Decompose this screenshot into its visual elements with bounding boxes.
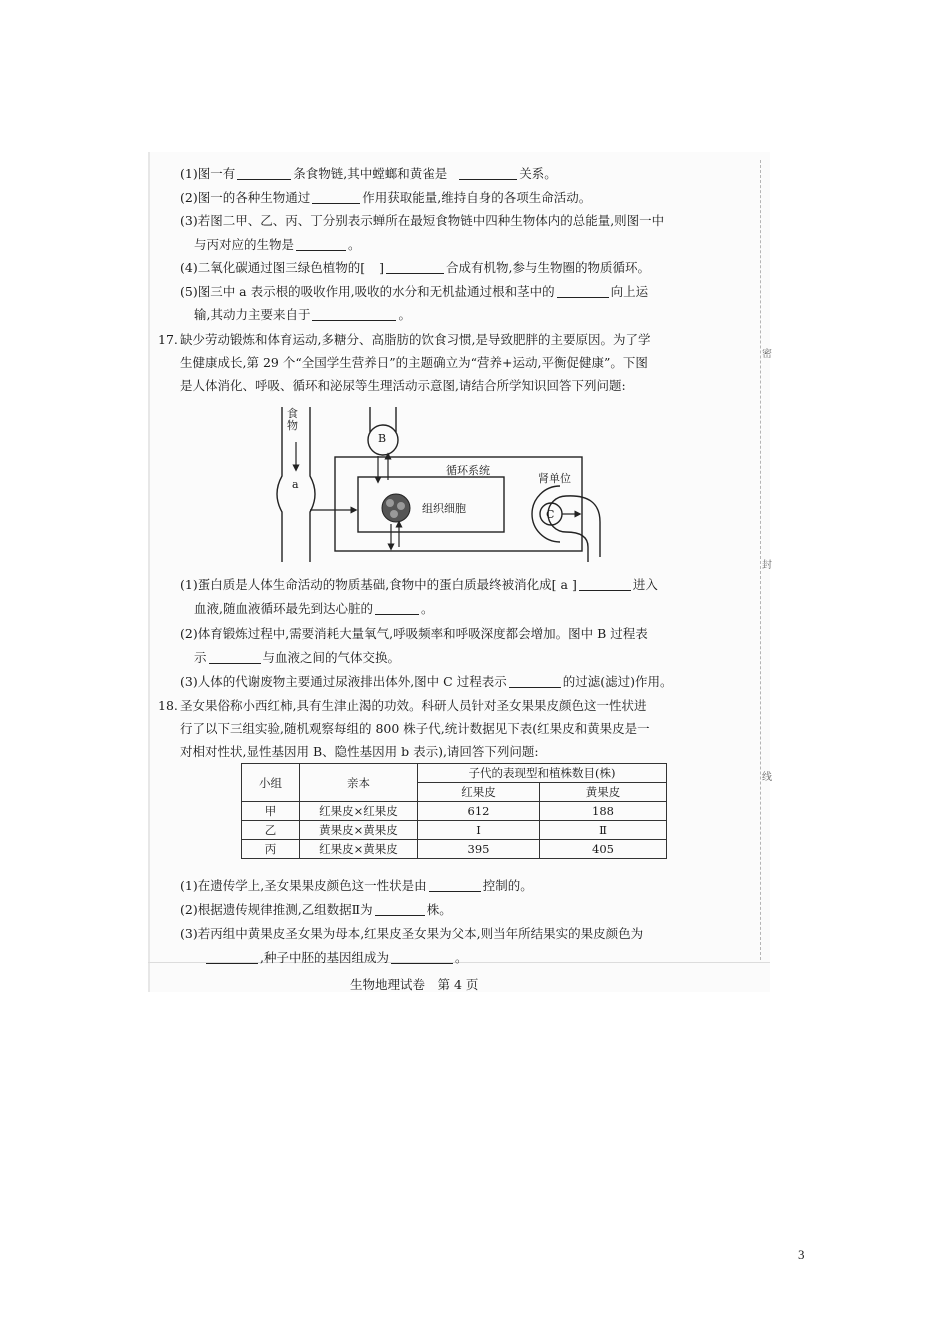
cell-red: 395	[418, 840, 540, 859]
text: 株。	[426, 902, 452, 917]
text: 血液,随血液循环最先到达心脏的	[194, 601, 373, 616]
q18-number: 18.	[158, 698, 178, 713]
circulation-label: 循环系统	[446, 464, 490, 477]
q16-sub3	[180, 213, 664, 229]
answer-blank[interactable]	[206, 951, 258, 964]
side-mark-seal: 密	[762, 349, 772, 360]
tissue-label: 组织细胞	[422, 502, 466, 515]
q16-sub1	[180, 166, 557, 182]
q18-stem-1: 圣女果俗称小西红柿,具有生津止渴的功效。科研人员针对圣女果果皮颜色这一性状进	[180, 698, 647, 713]
side-mark-line: 线	[762, 772, 772, 783]
physiology-diagram	[270, 402, 630, 570]
food-label: 食物	[287, 407, 298, 432]
header-group: 小组	[242, 764, 300, 802]
answer-blank[interactable]	[375, 602, 419, 615]
text: 关系。	[519, 166, 557, 181]
text: 条食物链,其中螳螂和黄雀是	[293, 166, 448, 181]
answer-blank[interactable]	[209, 651, 261, 664]
answer-blank[interactable]	[312, 191, 360, 204]
text: (5)图三中 a 表示根的吸收作用,吸收的水分和无机盐通过根和茎中的	[180, 284, 555, 299]
text: 。	[420, 601, 434, 616]
text: (1)在遗传学上,圣女果果皮颜色这一性状是由	[180, 878, 427, 893]
scanned-page	[148, 152, 770, 992]
text: 的过滤(滤过)作用。	[562, 674, 673, 689]
text: (2)根据遗传规律推测,乙组数据Ⅱ为	[180, 902, 373, 917]
cell-parent: 黄果皮×黄果皮	[300, 821, 418, 840]
kidney-label: 肾单位	[538, 472, 571, 485]
q18-stem-2: 行了以下三组实验,随机观察每组的 800 株子代,统计数据见下表(红果皮和黄果皮是一	[180, 721, 650, 736]
cell-parent: 红果皮×黄果皮	[300, 840, 418, 859]
q17-sub3	[180, 674, 672, 690]
text: 合成有机物,参与生物圈的物质循环。	[445, 260, 650, 275]
text: 输,其动力主要来自于	[194, 307, 311, 322]
q18-sub3-cont	[194, 950, 468, 966]
side-mark-seal: 封	[762, 560, 772, 571]
table-row	[242, 802, 667, 821]
diagram-drawing	[270, 402, 630, 570]
q17-sub2-cont	[194, 650, 400, 666]
gut-left-wall	[277, 407, 282, 562]
text: (4)二氧化碳通过图三绿色植物的[	[180, 260, 366, 275]
table-row	[242, 840, 667, 859]
label-c: C	[546, 508, 555, 521]
q16-sub2	[180, 190, 591, 206]
tubule-2	[566, 532, 588, 562]
q16-sub5-cont	[194, 307, 411, 323]
q17-sub1	[180, 577, 658, 593]
text: (3)若丙组中黄果皮圣女果为母本,红果皮圣女果为父本,则当年所结果实的果皮颜色为	[180, 926, 644, 941]
q17-number: 17.	[158, 332, 178, 347]
answer-blank[interactable]	[429, 879, 481, 892]
header-red: 红果皮	[418, 783, 540, 802]
text: (2)体育锻炼过程中,需要消耗大量氧气,呼吸频率和呼吸深度都会增加。图中 B 过程表	[180, 626, 648, 641]
answer-blank[interactable]	[509, 675, 561, 688]
q18-stem-3: 对相对性状,显性基因用 B、隐性基因用 b 表示),请回答下列问题:	[180, 744, 539, 759]
q16-sub5	[180, 284, 648, 300]
text: 示	[194, 650, 207, 665]
scan-edge	[148, 152, 150, 992]
table-header-row	[242, 764, 667, 783]
text: 进入	[632, 577, 658, 592]
q17-sub2	[180, 626, 648, 642]
cell-yellow: 405	[540, 840, 667, 859]
answer-blank[interactable]	[296, 238, 346, 251]
q16-sub4	[180, 260, 650, 276]
text: 作用获取能量,维持自身的各项生命活动。	[362, 190, 592, 205]
cell-red: 612	[418, 802, 540, 821]
text: (3)人体的代谢废物主要通过尿液排出体外,图中 C 过程表示	[180, 674, 507, 689]
genetics-table	[241, 763, 667, 859]
answer-blank[interactable]	[237, 167, 291, 180]
text: (2)图一的各种生物通过	[180, 190, 311, 205]
answer-blank[interactable]	[579, 578, 631, 591]
cell-red: Ⅰ	[418, 821, 540, 840]
answer-blank[interactable]	[386, 261, 444, 274]
text: 。	[454, 950, 468, 965]
text: (1)蛋白质是人体生命活动的物质基础,食物中的蛋白质最终被消化成[ a ]	[180, 577, 577, 592]
tissue-cell-cluster	[382, 494, 410, 522]
q16-sub3-cont	[194, 237, 361, 253]
binding-line	[760, 160, 761, 960]
text: 向上运	[610, 284, 649, 299]
page-footer: 生物地理试卷 第 4 页	[350, 977, 479, 992]
cell-yellow: Ⅱ	[540, 821, 667, 840]
gut-right-wall	[310, 407, 315, 562]
cell-group: 丙	[242, 840, 300, 859]
text: 与丙对应的生物是	[194, 237, 295, 252]
answer-blank[interactable]	[312, 308, 396, 321]
cell-group: 甲	[242, 802, 300, 821]
q17-stem-1: 缺少劳动锻炼和体育运动,多糖分、高脂肪的饮食习惯,是导致肥胖的主要原因。为了学	[180, 332, 651, 347]
q18-sub3	[180, 926, 643, 942]
answer-blank[interactable]	[459, 167, 517, 180]
answer-blank[interactable]	[375, 903, 425, 916]
header-yellow: 黄果皮	[540, 783, 667, 802]
cell-yellow: 188	[540, 802, 667, 821]
header-offspring: 子代的表现型和植株数目(株)	[418, 764, 667, 783]
q18-sub2	[180, 902, 452, 918]
cell-group: 乙	[242, 821, 300, 840]
label-b: B	[378, 432, 387, 445]
cell-parent: 红果皮×红果皮	[300, 802, 418, 821]
q17-stem-2: 生健康成长,第 29 个“全国学生营养日”的主题确立为“营养+运动,平衡促健康”。下图	[180, 355, 648, 370]
q17-stem-3: 是人体消化、呼吸、循环和泌尿等生理活动示意图,请结合所学知识回答下列问题:	[180, 378, 626, 393]
text: ]	[379, 260, 384, 275]
header-parent: 亲本	[300, 764, 418, 802]
table-row	[242, 821, 667, 840]
text: 。	[348, 237, 361, 252]
text: 控制的。	[482, 878, 533, 893]
tubule-1	[566, 496, 600, 557]
label-a: a	[292, 478, 299, 491]
answer-blank[interactable]	[391, 951, 453, 964]
text: (1)图一有	[180, 166, 236, 181]
text: 。	[398, 307, 411, 322]
q18-sub1	[180, 878, 533, 894]
q17-sub1-cont	[194, 601, 434, 617]
text: ,种子中胚的基因组成为	[260, 950, 389, 965]
text: (3)若图二甲、乙、丙、丁分别表示蝉所在最短食物链中四种生物体内的总能量,则图一中	[180, 213, 665, 228]
text: 与血液之间的气体交换。	[262, 650, 401, 665]
answer-blank[interactable]	[557, 285, 609, 298]
page-number: 3	[798, 1247, 805, 1262]
